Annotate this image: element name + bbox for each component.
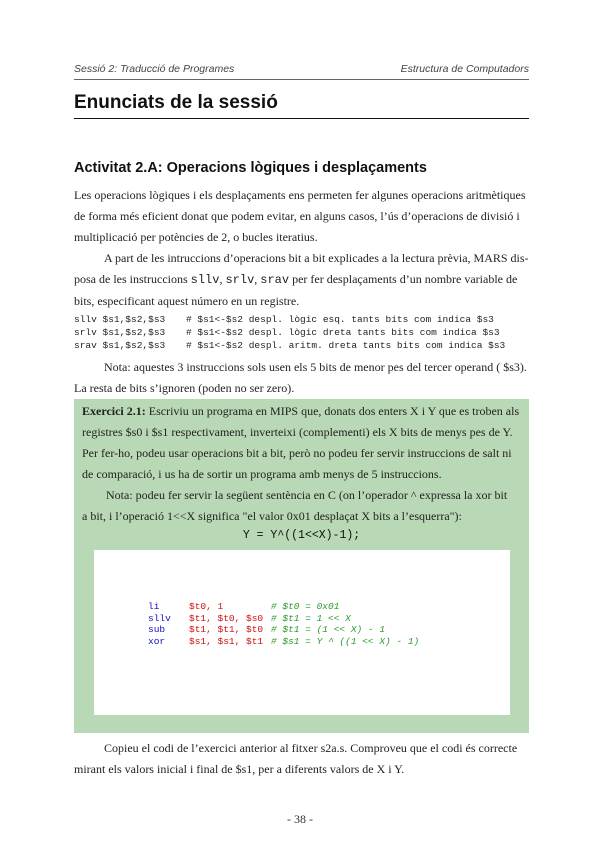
- asm-opcode: sub: [148, 624, 166, 635]
- page-number: - 38 -: [287, 812, 313, 826]
- header-session-title: Sessió 2: Traducció de Programes: [74, 63, 235, 75]
- exercise-line: Nota: podeu fer servir la següent sentència en C (on l’operador ^ expressa la xor bit: [106, 488, 508, 502]
- asm-comment: # $t0 = 0x01: [271, 601, 340, 612]
- section-heading: Activitat 2.A: Operacions lògiques i desplaçaments: [74, 160, 427, 176]
- instr-sllv: sllv: [190, 273, 220, 287]
- asm-comment: # $t1 = (1 << X) - 1: [271, 624, 386, 635]
- paragraph-line: bits, especificant aquest número en un registre.: [74, 294, 300, 308]
- code-line: [74, 326, 529, 339]
- intro-line: multiplicació per potències de 2, o bucles iteratius.: [74, 230, 318, 244]
- instr-srav: srav: [260, 273, 290, 287]
- asm-args: $t1, $t1, $t0: [189, 624, 264, 635]
- chapter-title: Enunciats de la sessió: [74, 92, 278, 113]
- asm-line: [148, 636, 419, 648]
- asm-line: [148, 624, 419, 636]
- asm-solution: [148, 601, 419, 647]
- exercise-line: [82, 401, 523, 422]
- shift-instructions-paragraph: [74, 248, 529, 312]
- code-comment: # $s1<-$s2 despl. lògic dreta tants bits com indica $s3: [186, 327, 500, 338]
- text-run: posa de les instruccions: [74, 272, 191, 286]
- exercise-label: Exercici 2.1:: [82, 404, 146, 418]
- code-instruction: srav $s1,$s2,$s3: [74, 340, 166, 351]
- closing-line: Copieu el codi de l’exercici anterior al fitxer s2a.s. Comproveu que el codi és correcte: [104, 741, 518, 755]
- note-line: La resta de bits s’ignoren (poden no ser zero).: [74, 381, 295, 395]
- intro-line: de forma més eficient donat que podem evitar, en alguns casos, l’ús d’operacions de divisió i: [74, 209, 520, 223]
- closing-paragraph: [74, 738, 529, 780]
- note-line: Nota: aquestes 3 instruccions sols usen els 5 bits de menor pes del tercer operand ( $s3).: [104, 360, 527, 374]
- intro-paragraph: [74, 185, 529, 248]
- code-comment: # $s1<-$s2 despl. lògic esq. tants bits com indica $s3: [186, 314, 494, 325]
- exercise-line: de comparació, i us ha de sortir un programa amb menys de 5 instruccions.: [82, 467, 442, 481]
- paragraph-line: [74, 269, 529, 291]
- note-paragraph: [74, 357, 529, 399]
- instr-srlv: srlv: [225, 273, 255, 287]
- exercise-statement: [82, 401, 523, 527]
- asm-line: [148, 601, 419, 613]
- asm-line: [148, 613, 419, 625]
- text-run: ,: [254, 272, 261, 286]
- header-course-title: Estructura de Computadors: [400, 63, 529, 75]
- header-rule: [74, 79, 529, 80]
- asm-opcode: xor: [148, 635, 166, 647]
- intro-line: Les operacions lògiques i els desplaçaments ens permeten fer algunes operacions aritmètiques: [74, 188, 526, 202]
- exercise-line: Per fer-ho, podeu usar operacions bit a bit, però no podeu fer servir instruccions de salt ni: [82, 446, 512, 460]
- asm-args: $t1, $t0, $s0: [189, 612, 264, 624]
- code-comment: # $s1<-$s2 despl. aritm. dreta tants bits com indica $s3: [186, 340, 506, 351]
- running-header: [74, 63, 529, 75]
- asm-opcode: li: [148, 601, 160, 612]
- asm-comment: # $t1 = 1 << X: [271, 612, 351, 624]
- formula: Y = Y^((1<<X)-1);: [242, 529, 361, 542]
- asm-comment: # $s1 = Y ^ ((1 << X) - 1): [271, 635, 420, 647]
- code-instruction: srlv $s1,$s2,$s3: [74, 327, 166, 338]
- code-line: [74, 313, 529, 326]
- closing-line: mirant els valors inicial i final de $s1, per a diferents valors de X i Y.: [74, 762, 405, 776]
- asm-args: $t0, 1: [189, 601, 224, 612]
- paragraph-line: A part de les intruccions d’operacions bit a bit explicades a la lectura prèvia, MARS dis-: [104, 251, 529, 265]
- text-run: Escriviu un programa en MIPS que, donats dos enters X i Y que es troben als: [145, 404, 520, 418]
- text-run: per fer desplaçaments d’un nombre variable de: [289, 272, 518, 286]
- asm-opcode: sllv: [148, 612, 171, 624]
- exercise-line: registres $s0 i $s1 respectivament, inverteixi (complementi) els X bits de menys pes de Y.: [82, 425, 513, 439]
- asm-args: $s1, $s1, $t1: [189, 635, 264, 647]
- code-line: [74, 339, 529, 352]
- code-listing: [74, 313, 529, 352]
- exercise-line: a bit, i l’operació 1<<X significa "el valor 0x01 desplaçat X bits a l’esquerra"):: [82, 509, 462, 523]
- code-instruction: sllv $s1,$s2,$s3: [74, 314, 166, 325]
- text-run: ,: [219, 272, 226, 286]
- title-rule: [74, 118, 529, 119]
